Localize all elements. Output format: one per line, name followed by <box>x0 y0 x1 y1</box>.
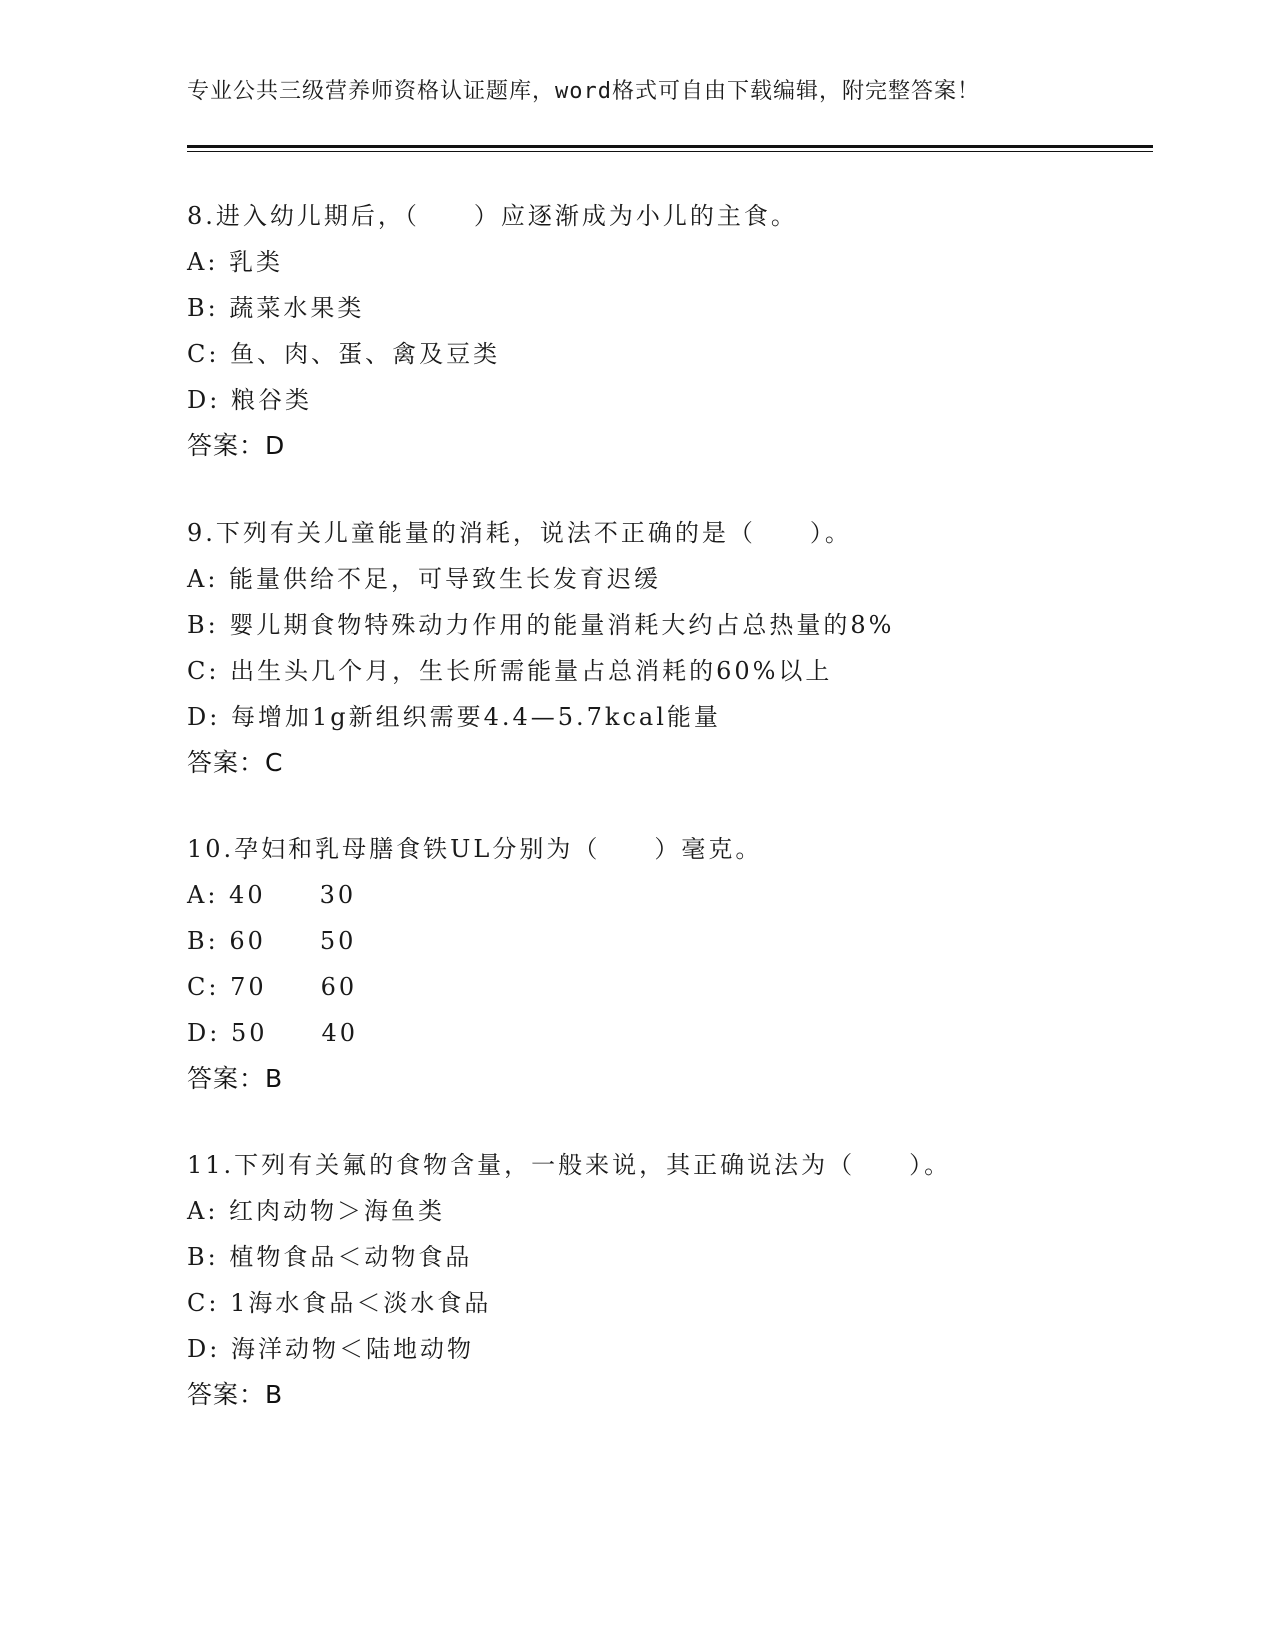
question-11 <box>187 1142 1147 1418</box>
header-divider-thin <box>187 151 1153 152</box>
question-8 <box>187 193 1147 469</box>
question-stem: 8.进入幼儿期后，（ ）应逐渐成为小儿的主食。 <box>187 202 798 230</box>
page-header-title: 专业公共三级营养师资格认证题库，word格式可自由下载编辑，附完整答案！ <box>187 79 980 104</box>
question-10 <box>187 826 1147 1102</box>
option-d: D: 粮谷类 <box>187 386 312 414</box>
option-a: A: 能量供给不足，可导致生长发育迟缓 <box>187 565 662 593</box>
option-b: B: 植物食品＜动物食品 <box>187 1243 473 1271</box>
header-divider-thick <box>187 145 1153 148</box>
option-b: B: 蔬菜水果类 <box>187 294 365 322</box>
question-9 <box>187 510 1147 786</box>
option-c: C: 70 60 <box>187 973 358 1001</box>
option-c: C: 鱼、肉、蛋、禽及豆类 <box>187 340 501 368</box>
option-d: D: 海洋动物＜陆地动物 <box>187 1335 474 1363</box>
option-d: D: 50 40 <box>187 1019 359 1047</box>
option-a: A: 红肉动物＞海鱼类 <box>187 1197 446 1225</box>
answer-label: 答案：D <box>187 431 286 460</box>
question-stem: 10.孕妇和乳母膳食铁UL分别为（ ）毫克。 <box>187 835 763 863</box>
answer-label: 答案：B <box>187 1380 284 1409</box>
answer-label: 答案：C <box>187 748 284 777</box>
option-b: B: 60 50 <box>187 927 357 955</box>
answer-label: 答案：B <box>187 1064 284 1093</box>
option-a: A: 40 30 <box>187 881 357 909</box>
option-d: D: 每增加1g新组织需要4.4—5.7kcal能量 <box>187 703 721 731</box>
option-c: C: 1海水食品＜淡水食品 <box>187 1289 492 1317</box>
option-c: C: 出生头几个月，生长所需能量占总消耗的60%以上 <box>187 657 833 685</box>
option-b: B: 婴儿期食物特殊动力作用的能量消耗大约占总热量的8% <box>187 611 895 639</box>
question-stem: 9.下列有关儿童能量的消耗，说法不正确的是（ ）。 <box>187 519 852 547</box>
option-a: A: 乳类 <box>187 248 284 276</box>
question-stem: 11.下列有关氟的食物含量，一般来说，其正确说法为（ ）。 <box>187 1151 952 1179</box>
